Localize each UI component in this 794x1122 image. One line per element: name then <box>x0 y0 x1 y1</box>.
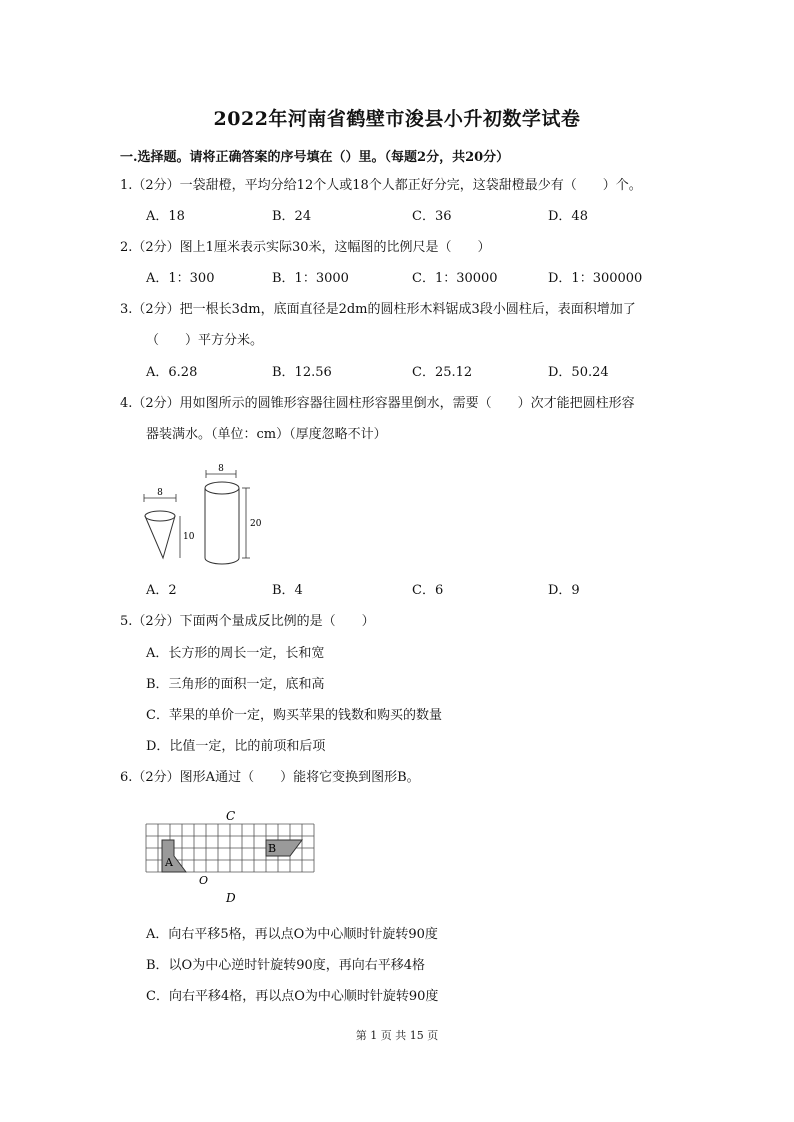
grid-transform-figure <box>140 806 320 908</box>
q5-option-c: C．苹果的单价一定，购买苹果的钱数和购买的数量 <box>146 708 442 723</box>
page-footer: 第 1 页 共 15 页 <box>355 1029 439 1042</box>
q2-option-d: D．1：300000 <box>548 271 643 286</box>
question-1-text: 1.（2分）一袋甜橙，平均分给12个人或18个人都正好分完，这袋甜橙最少有（ ）个。 <box>120 178 642 193</box>
point-d-label: D <box>226 891 236 905</box>
question-4-continuation: 器装满水。（单位：cm）（厚度忽略不计） <box>146 427 387 442</box>
shape-b-label: B <box>268 842 277 855</box>
q3-option-b: B．12.56 <box>272 365 332 380</box>
cone-cylinder-figure <box>136 458 276 568</box>
question-5-text: 5.（2分）下面两个量成反比例的是（ ） <box>120 614 375 629</box>
shape-a-label: A <box>165 856 173 869</box>
q2-option-c: C．1：30000 <box>412 271 498 286</box>
q2-option-b: B．1：3000 <box>272 271 349 286</box>
q1-option-b: B．24 <box>272 209 312 224</box>
q3-option-a: A．6.28 <box>146 365 198 380</box>
q3-option-d: D．50.24 <box>548 365 609 380</box>
q4-option-b: B．4 <box>272 583 303 598</box>
question-6-text: 6.（2分）图形A通过（ ）能将它变换到图形B。 <box>120 770 420 785</box>
q5-option-b: B．三角形的面积一定，底和高 <box>146 677 325 692</box>
point-o-label: O <box>199 874 209 887</box>
q1-option-a: A．18 <box>146 209 185 224</box>
q5-option-d: D．比值一定，比的前项和后项 <box>146 739 326 754</box>
q1-option-c: C．36 <box>412 209 452 224</box>
q2-option-a: A．1：300 <box>146 271 215 286</box>
cylinder-diameter-label: 8 <box>218 464 224 474</box>
cylinder-bottom <box>205 558 239 564</box>
q6-option-b: B．以O为中心逆时针旋转90度，再向右平移4格 <box>146 958 426 973</box>
q6-option-c: C．向右平移4格，再以点O为中心顺时针旋转90度 <box>146 989 439 1004</box>
cone-body <box>145 516 175 558</box>
point-c-label: C <box>226 809 236 823</box>
page-title: 2022年河南省鹤壁市浚县小升初数学试卷 <box>213 108 581 130</box>
q5-option-a: A．长方形的周长一定，长和宽 <box>146 646 325 661</box>
q4-option-d: D．9 <box>548 583 580 598</box>
cone-diameter-label: 8 <box>157 488 163 498</box>
question-3-continuation: （ ）平方分米。 <box>146 333 264 348</box>
cylinder-height-label: 20 <box>250 519 262 529</box>
q1-option-d: D．48 <box>548 209 588 224</box>
q4-option-a: A．2 <box>146 583 177 598</box>
q6-option-a: A．向右平移5格，再以点O为中心顺时针旋转90度 <box>146 927 438 942</box>
cone-height-label: 10 <box>183 532 195 542</box>
section-heading: 一.选择题。请将正确答案的序号填在（）里。（每题2分，共20分） <box>120 150 510 165</box>
question-3-text: 3.（2分）把一根长3dm，底面直径是2dm的圆柱形木料锯成3段小圆柱后，表面积增加了 <box>120 302 636 317</box>
question-4-text: 4.（2分）用如图所示的圆锥形容器往圆柱形容器里倒水，需要（ ）次才能把圆柱形容 <box>120 396 635 411</box>
cone-top <box>145 511 175 521</box>
cylinder-top <box>205 482 239 494</box>
q4-option-c: C．6 <box>412 583 444 598</box>
q3-option-c: C．25.12 <box>412 365 473 380</box>
question-2-text: 2.（2分）图上1厘米表示实际30米，这幅图的比例尺是（ ） <box>120 240 491 255</box>
